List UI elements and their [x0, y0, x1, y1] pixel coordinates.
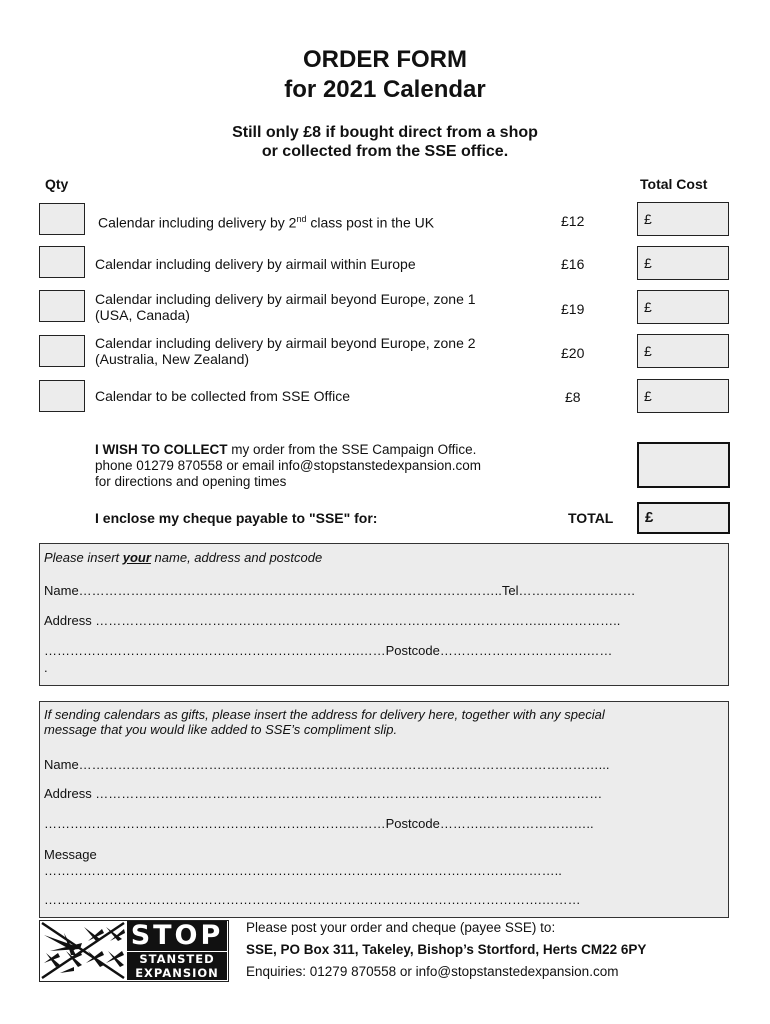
qty-input-uk-post[interactable]: [39, 203, 85, 235]
qty-input-europe[interactable]: [39, 246, 85, 278]
collect-note-line2: phone 01279 870558 or email info@stopstanstedexpansion.com: [95, 458, 481, 473]
form-subtitle-year: for 2021 Calendar: [284, 76, 486, 103]
address-panel: [39, 543, 729, 686]
postcode-field[interactable]: ……………………………………………………………….……Postcode…………………………….……: [44, 643, 613, 658]
total-label: TOTAL: [568, 510, 614, 526]
message-field-line2[interactable]: …………………………………………………………………………………………………….………: [44, 892, 581, 907]
address-trailing-dot: .: [44, 660, 48, 675]
collect-note-rest: my order from the SSE Campaign Office.: [227, 442, 477, 457]
enquiries-contact: Enquiries: 01279 870558 or info@stopstanstedexpansion.com: [246, 964, 619, 979]
cost-input-zone2[interactable]: £: [637, 334, 729, 368]
logo-stop-text: STOP: [127, 921, 227, 951]
total-cost-header: Total Cost: [640, 176, 708, 192]
gift-name-field[interactable]: Name…………………………………………………………………………………………………………...: [44, 757, 610, 772]
name-tel-field[interactable]: Name……………………………………………………………………………………..Tel………………………: [44, 583, 636, 598]
total-input[interactable]: £: [637, 502, 730, 534]
cost-input-collect[interactable]: £: [637, 379, 729, 413]
price-zone2: £20: [561, 345, 585, 361]
qty-header: Qty: [45, 176, 69, 192]
item-desc-text: Calendar including delivery by 2: [98, 214, 297, 231]
gift-postcode-field[interactable]: …………………………………………………………….………Postcode……….……………………..: [44, 816, 594, 831]
address-instructions: [44, 550, 322, 565]
message-label: Message: [44, 847, 97, 862]
gift-instructions-line2: message that you would like added to SSE’s compliment slip.: [44, 722, 398, 737]
message-field-line1[interactable]: ……………………………………………………………………………………………….………..: [44, 863, 562, 878]
stop-stansted-expansion-logo: [39, 920, 229, 982]
item-desc-uk-post: [98, 211, 548, 231]
price-uk-post: £12: [561, 213, 585, 229]
gift-address-field[interactable]: Address ………………………………………………………………………………………………………: [44, 786, 603, 801]
logo-expansion-text: EXPANSION: [127, 966, 227, 980]
collect-note-bold: I WISH TO COLLECT: [95, 442, 228, 457]
address-instr-text: name, address and postcode: [150, 550, 323, 565]
price-collect: £8: [565, 389, 581, 405]
collect-note-line3: for directions and opening times: [95, 474, 287, 489]
form-title: ORDER FORM: [303, 46, 467, 73]
gift-instructions-line1: If sending calendars as gifts, please insert the address for delivery here, together with any special: [44, 707, 605, 722]
qty-input-collect[interactable]: [39, 380, 85, 412]
item-desc-europe: Calendar including delivery by airmail within Europe: [95, 256, 416, 272]
price-zone1: £19: [561, 301, 585, 317]
collect-note-line1: [95, 442, 615, 458]
collect-checkbox[interactable]: [637, 442, 730, 488]
price-note-line2: or collected from the SSE office.: [261, 143, 509, 160]
postal-address: SSE, PO Box 311, Takeley, Bishop’s Stortford, Herts CM22 6PY: [246, 942, 647, 957]
item-desc-text: class post in the UK: [306, 214, 435, 231]
item-desc-collect: Calendar to be collected from SSE Office: [95, 388, 350, 404]
cost-input-europe[interactable]: £: [637, 246, 729, 280]
address-instr-emphasis: your: [122, 550, 151, 565]
item-desc-line: (USA, Canada): [95, 307, 190, 323]
item-desc-line: Calendar including delivery by airmail beyond Europe, zone 2: [95, 335, 476, 351]
item-desc-line: Calendar including delivery by airmail beyond Europe, zone 1: [95, 291, 476, 307]
address-field[interactable]: Address …………………………………………………………………………………………...……………..: [44, 613, 621, 628]
gift-address-panel: [39, 701, 729, 918]
qty-input-zone2[interactable]: [39, 335, 85, 367]
logo-stansted-text: STANSTED: [127, 952, 227, 966]
address-instr-text: Please insert: [44, 550, 123, 565]
item-desc-zone1: [95, 291, 545, 323]
collect-note: [95, 442, 615, 490]
price-europe: £16: [561, 256, 585, 272]
item-desc-line: (Australia, New Zealand): [95, 351, 250, 367]
item-desc-zone2: [95, 335, 545, 367]
cost-input-uk-post[interactable]: £: [637, 202, 729, 236]
cheque-statement: I enclose my cheque payable to "SSE" for:: [95, 510, 378, 526]
qty-input-zone1[interactable]: [39, 290, 85, 322]
postal-instruction: Please post your order and cheque (payee SSE) to:: [246, 920, 556, 935]
price-note-line1: Still only £8 if bought direct from a shop: [232, 124, 538, 141]
planes-crossed-icon: [40, 921, 126, 980]
cost-input-zone1[interactable]: £: [637, 290, 729, 324]
item-desc-superscript: nd: [296, 214, 307, 224]
